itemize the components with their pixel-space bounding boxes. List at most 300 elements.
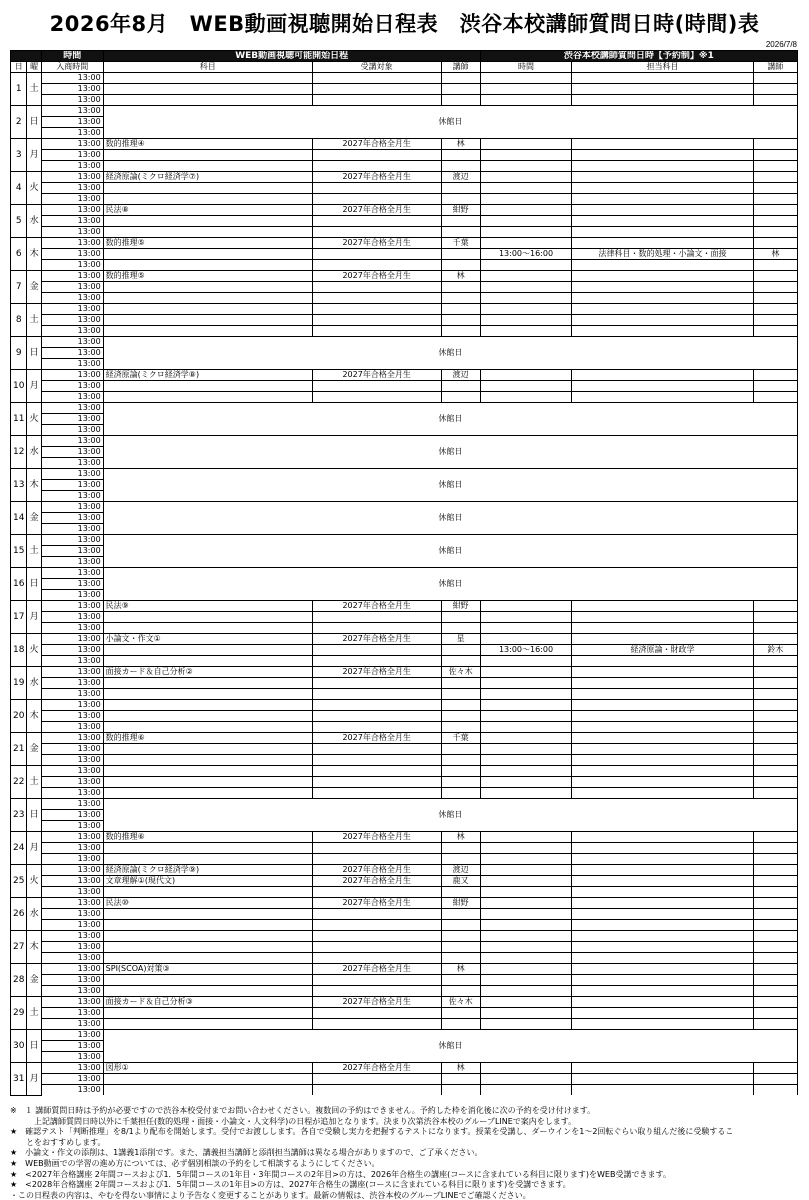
question-time — [480, 942, 572, 953]
entry-time: 13:00 — [41, 920, 103, 931]
entry-time: 13:00 — [41, 117, 103, 128]
day-row — [11, 777, 798, 788]
entry-time: 13:00 — [41, 1008, 103, 1019]
day-row — [11, 249, 798, 260]
subject-cell — [103, 381, 312, 392]
question-time — [480, 865, 572, 876]
question-lecturer — [753, 161, 797, 172]
question-lecturer — [753, 678, 797, 689]
question-subject — [572, 766, 753, 777]
question-time — [480, 216, 572, 227]
entry-time: 13:00 — [41, 128, 103, 139]
subject-cell — [103, 1085, 312, 1096]
question-lecturer — [753, 832, 797, 843]
day-row — [11, 788, 798, 799]
day-row — [11, 711, 798, 722]
lecturer-cell — [441, 1074, 480, 1085]
subject-cell — [103, 678, 312, 689]
question-lecturer — [753, 370, 797, 381]
question-subject — [572, 601, 753, 612]
day-number: 26 — [11, 898, 27, 931]
question-time — [480, 931, 572, 942]
entry-time: 13:00 — [41, 447, 103, 458]
lecturer-cell: 林 — [441, 964, 480, 975]
day-row — [11, 964, 798, 975]
weekday: 日 — [27, 568, 41, 601]
question-subject — [572, 370, 753, 381]
target-cell — [312, 689, 441, 700]
day-row — [11, 1008, 798, 1019]
subject-cell: 経済原論(ミクロ経済学⑦) — [103, 172, 312, 183]
day-number: 13 — [11, 469, 27, 502]
weekday: 火 — [27, 172, 41, 205]
question-subject — [572, 997, 753, 1008]
subject-cell: 面接カード＆自己分析② — [103, 667, 312, 678]
day-row — [11, 898, 798, 909]
entry-time: 13:00 — [41, 348, 103, 359]
subject-cell — [103, 95, 312, 106]
lecturer-cell — [441, 282, 480, 293]
entry-time: 13:00 — [41, 832, 103, 843]
question-subject — [572, 975, 753, 986]
day-row — [11, 678, 798, 689]
subject-cell — [103, 260, 312, 271]
entry-time: 13:00 — [41, 194, 103, 205]
lecturer-cell — [441, 161, 480, 172]
closed-cell: 休館日 — [103, 436, 797, 469]
question-lecturer — [753, 964, 797, 975]
subject-cell — [103, 392, 312, 403]
lecturer-cell: 林 — [441, 139, 480, 150]
entry-time: 13:00 — [41, 315, 103, 326]
target-cell — [312, 73, 441, 84]
weekday: 火 — [27, 634, 41, 667]
question-lecturer — [753, 766, 797, 777]
day-number: 24 — [11, 832, 27, 865]
day-number: 8 — [11, 304, 27, 337]
day-row — [11, 843, 798, 854]
question-subject — [572, 315, 753, 326]
lecturer-cell: 林 — [441, 271, 480, 282]
question-subject — [572, 304, 753, 315]
entry-time: 13:00 — [41, 964, 103, 975]
day-row — [11, 887, 798, 898]
question-subject — [572, 227, 753, 238]
entry-time: 13:00 — [41, 733, 103, 744]
day-row — [11, 700, 798, 711]
lecturer-cell — [441, 689, 480, 700]
day-row — [11, 535, 798, 546]
lecturer-cell — [441, 95, 480, 106]
subject-cell — [103, 700, 312, 711]
lecturer-cell — [441, 744, 480, 755]
target-cell — [312, 249, 441, 260]
day-number: 3 — [11, 139, 27, 172]
question-time — [480, 975, 572, 986]
entry-time: 13:00 — [41, 645, 103, 656]
lecturer-cell — [441, 920, 480, 931]
lecturer-cell: 鹿又 — [441, 876, 480, 887]
subject-cell — [103, 161, 312, 172]
entry-time: 13:00 — [41, 1041, 103, 1052]
question-lecturer — [753, 260, 797, 271]
subject-cell — [103, 656, 312, 667]
question-lecturer — [753, 656, 797, 667]
target-cell: 2027年合格全月生 — [312, 139, 441, 150]
entry-time: 13:00 — [41, 788, 103, 799]
entry-time: 13:00 — [41, 469, 103, 480]
target-cell: 2027年合格全月生 — [312, 898, 441, 909]
lecturer-cell — [441, 326, 480, 337]
question-lecturer — [753, 172, 797, 183]
question-time — [480, 920, 572, 931]
question-subject — [572, 326, 753, 337]
day-row — [11, 799, 798, 810]
day-row — [11, 271, 798, 282]
question-lecturer — [753, 975, 797, 986]
subject-cell — [103, 777, 312, 788]
target-cell — [312, 931, 441, 942]
weekday: 土 — [27, 304, 41, 337]
day-row — [11, 623, 798, 634]
entry-time: 13:00 — [41, 843, 103, 854]
target-cell — [312, 645, 441, 656]
subject-cell — [103, 755, 312, 766]
target-cell — [312, 777, 441, 788]
question-subject: 法律科目・数的処理・小論文・面接 — [572, 249, 753, 260]
lecturer-cell: 紺野 — [441, 898, 480, 909]
entry-time: 13:00 — [41, 799, 103, 810]
weekday: 水 — [27, 205, 41, 238]
entry-time: 13:00 — [41, 579, 103, 590]
question-time — [480, 898, 572, 909]
target-cell — [312, 304, 441, 315]
question-subject — [572, 238, 753, 249]
lecturer-cell — [441, 777, 480, 788]
weekday: 金 — [27, 502, 41, 535]
question-lecturer — [753, 150, 797, 161]
entry-time: 13:00 — [41, 392, 103, 403]
day-row — [11, 260, 798, 271]
weekday: 土 — [27, 535, 41, 568]
entry-time: 13:00 — [41, 821, 103, 832]
day-row — [11, 238, 798, 249]
day-number: 12 — [11, 436, 27, 469]
day-row — [11, 381, 798, 392]
subject-cell — [103, 326, 312, 337]
question-lecturer — [753, 1074, 797, 1085]
lecturer-cell: 紺野 — [441, 601, 480, 612]
subject-cell — [103, 766, 312, 777]
question-time — [480, 634, 572, 645]
question-subject — [572, 733, 753, 744]
day-row — [11, 722, 798, 733]
entry-time: 13:00 — [41, 337, 103, 348]
target-cell — [312, 1085, 441, 1096]
question-lecturer — [753, 326, 797, 337]
day-number: 9 — [11, 337, 27, 370]
question-lecturer: 林 — [753, 249, 797, 260]
header-weekday: 曜 — [27, 62, 41, 73]
entry-time: 13:00 — [41, 744, 103, 755]
day-number: 21 — [11, 733, 27, 766]
question-time — [480, 700, 572, 711]
question-lecturer — [753, 744, 797, 755]
entry-time: 13:00 — [41, 557, 103, 568]
day-number: 18 — [11, 634, 27, 667]
entry-time: 13:00 — [41, 491, 103, 502]
question-time — [480, 150, 572, 161]
issue-date: 2026/7/8 — [765, 40, 797, 49]
question-subject — [572, 843, 753, 854]
question-lecturer — [753, 931, 797, 942]
question-lecturer — [753, 920, 797, 931]
weekday: 火 — [27, 403, 41, 436]
target-cell — [312, 612, 441, 623]
question-lecturer — [753, 689, 797, 700]
target-cell — [312, 942, 441, 953]
day-row — [11, 1074, 798, 1085]
weekday: 月 — [27, 139, 41, 172]
subject-cell — [103, 953, 312, 964]
target-cell: 2027年合格全月生 — [312, 238, 441, 249]
question-lecturer — [753, 95, 797, 106]
question-time — [480, 876, 572, 887]
day-row — [11, 568, 798, 579]
question-lecturer — [753, 942, 797, 953]
entry-time: 13:00 — [41, 931, 103, 942]
question-time — [480, 777, 572, 788]
target-cell — [312, 953, 441, 964]
day-row — [11, 436, 798, 447]
closed-cell: 休館日 — [103, 469, 797, 502]
question-subject — [572, 293, 753, 304]
day-row — [11, 194, 798, 205]
header-web: WEB動画視聴可能開始日程 — [103, 51, 480, 62]
entry-time: 13:00 — [41, 1030, 103, 1041]
day-row — [11, 502, 798, 513]
subject-cell — [103, 1074, 312, 1085]
day-row — [11, 766, 798, 777]
entry-time: 13:00 — [41, 1052, 103, 1063]
question-time — [480, 1063, 572, 1074]
entry-time: 13:00 — [41, 271, 103, 282]
question-subject — [572, 205, 753, 216]
entry-time: 13:00 — [41, 458, 103, 469]
subject-cell — [103, 909, 312, 920]
question-lecturer — [753, 194, 797, 205]
question-lecturer — [753, 953, 797, 964]
question-lecturer — [753, 788, 797, 799]
question-subject — [572, 865, 753, 876]
subject-cell: 数的推理④ — [103, 139, 312, 150]
weekday: 木 — [27, 469, 41, 502]
weekday: 土 — [27, 997, 41, 1030]
weekday: 金 — [27, 733, 41, 766]
question-lecturer — [753, 722, 797, 733]
lecturer-cell — [441, 887, 480, 898]
question-time — [480, 964, 572, 975]
weekday: 水 — [27, 667, 41, 700]
question-time — [480, 722, 572, 733]
header-q-subject: 担当科目 — [572, 62, 753, 73]
entry-time: 13:00 — [41, 403, 103, 414]
lecturer-cell — [441, 975, 480, 986]
question-subject — [572, 73, 753, 84]
target-cell — [312, 95, 441, 106]
lecturer-cell — [441, 84, 480, 95]
day-row — [11, 469, 798, 480]
closed-cell: 休館日 — [103, 1030, 797, 1063]
question-subject — [572, 777, 753, 788]
entry-time: 13:00 — [41, 1063, 103, 1074]
entry-time: 13:00 — [41, 480, 103, 491]
note-line: とをおすすめします。 — [10, 1137, 106, 1147]
question-lecturer — [753, 909, 797, 920]
entry-time: 13:00 — [41, 84, 103, 95]
subject-cell — [103, 645, 312, 656]
target-cell: 2027年合格全月生 — [312, 172, 441, 183]
entry-time: 13:00 — [41, 755, 103, 766]
subject-cell — [103, 1008, 312, 1019]
lecturer-cell: 佐々木 — [441, 667, 480, 678]
question-lecturer — [753, 381, 797, 392]
day-number: 2 — [11, 106, 27, 139]
question-time — [480, 304, 572, 315]
day-row — [11, 744, 798, 755]
entry-time: 13:00 — [41, 700, 103, 711]
lecturer-cell — [441, 645, 480, 656]
lecturer-cell — [441, 1008, 480, 1019]
target-cell — [312, 260, 441, 271]
subject-cell: 民法⑧ — [103, 205, 312, 216]
entry-time: 13:00 — [41, 876, 103, 887]
question-subject — [572, 876, 753, 887]
subject-cell: 面接カード＆自己分析③ — [103, 997, 312, 1008]
header-day: 日 — [11, 62, 27, 73]
day-row — [11, 755, 798, 766]
lecturer-cell: 渡辺 — [441, 370, 480, 381]
subject-cell — [103, 920, 312, 931]
question-subject — [572, 667, 753, 678]
note-line: ★ <2027年合格講座 2年間コースおよび1．5年間コースの1年目・3年間コースの2年目>の方は、2026年合格生の講座(コースに含まれている科目に限ります)をWEB受講できます。 — [10, 1169, 671, 1179]
lecturer-cell — [441, 73, 480, 84]
subject-cell — [103, 227, 312, 238]
question-subject — [572, 678, 753, 689]
question-time — [480, 986, 572, 997]
subject-cell: 経済原論(ミクロ経済学⑨) — [103, 865, 312, 876]
day-row — [11, 689, 798, 700]
subject-cell: 数的推理⑤ — [103, 238, 312, 249]
header-row-2 — [11, 62, 798, 73]
entry-time: 13:00 — [41, 205, 103, 216]
question-lecturer — [753, 887, 797, 898]
note-line: ※ １ 講師質問日時は予約が必要ですので渋谷本校受付までお問い合わせください。複数回の予約はできません。予約した枠を消化後に次の予約を受け付けます。 — [10, 1106, 596, 1115]
question-subject — [572, 271, 753, 282]
entry-time: 13:00 — [41, 381, 103, 392]
weekday: 月 — [27, 370, 41, 403]
lecturer-cell: 渡辺 — [441, 172, 480, 183]
entry-time: 13:00 — [41, 612, 103, 623]
day-number: 10 — [11, 370, 27, 403]
day-row — [11, 997, 798, 1008]
question-subject — [572, 964, 753, 975]
day-row — [11, 667, 798, 678]
question-subject — [572, 282, 753, 293]
header-lecturer: 講師 — [441, 62, 480, 73]
entry-time: 13:00 — [41, 359, 103, 370]
entry-time: 13:00 — [41, 689, 103, 700]
question-time — [480, 1008, 572, 1019]
day-row — [11, 909, 798, 920]
entry-time: 13:00 — [41, 1074, 103, 1085]
question-time — [480, 711, 572, 722]
lecturer-cell — [441, 1019, 480, 1030]
target-cell: 2027年合格全月生 — [312, 370, 441, 381]
subject-cell — [103, 931, 312, 942]
question-time — [480, 755, 572, 766]
target-cell — [312, 227, 441, 238]
day-row — [11, 172, 798, 183]
question-subject — [572, 656, 753, 667]
day-row — [11, 304, 798, 315]
question-subject — [572, 700, 753, 711]
lecturer-cell — [441, 249, 480, 260]
subject-cell — [103, 293, 312, 304]
question-lecturer — [753, 1085, 797, 1096]
question-lecturer — [753, 205, 797, 216]
entry-time: 13:00 — [41, 139, 103, 150]
question-lecturer — [753, 865, 797, 876]
target-cell — [312, 392, 441, 403]
lecturer-cell — [441, 678, 480, 689]
lecturer-cell — [441, 854, 480, 865]
question-time — [480, 95, 572, 106]
question-lecturer — [753, 700, 797, 711]
entry-time: 13:00 — [41, 667, 103, 678]
target-cell: 2027年合格全月生 — [312, 876, 441, 887]
page-title: 2026年8月 WEB動画視聴開始日程表 渋谷本校講師質問日時(時間)表 — [49, 12, 760, 36]
lecturer-cell — [441, 843, 480, 854]
question-lecturer — [753, 634, 797, 645]
question-time — [480, 843, 572, 854]
question-lecturer — [753, 315, 797, 326]
note-line: 上記講師質問日時以外に千葉担任(数的処理・面接・小論文・人文科学)の日程が追加となります。決まり次第渋谷本校のグループLINEで案内をします。 — [10, 1116, 577, 1126]
question-subject: 経済原論・財政学 — [572, 645, 753, 656]
day-row — [11, 876, 798, 887]
target-cell — [312, 293, 441, 304]
day-row — [11, 282, 798, 293]
day-row — [11, 315, 798, 326]
subject-cell — [103, 722, 312, 733]
question-subject — [572, 623, 753, 634]
lecturer-cell — [441, 194, 480, 205]
entry-time: 13:00 — [41, 953, 103, 964]
entry-time: 13:00 — [41, 678, 103, 689]
target-cell — [312, 920, 441, 931]
subject-cell — [103, 744, 312, 755]
lecturer-cell — [441, 150, 480, 161]
day-number: 6 — [11, 238, 27, 271]
subject-cell — [103, 1019, 312, 1030]
question-lecturer — [753, 898, 797, 909]
target-cell — [312, 887, 441, 898]
lecturer-cell — [441, 392, 480, 403]
question-time — [480, 733, 572, 744]
question-subject — [572, 986, 753, 997]
question-subject — [572, 942, 753, 953]
question-subject — [572, 931, 753, 942]
